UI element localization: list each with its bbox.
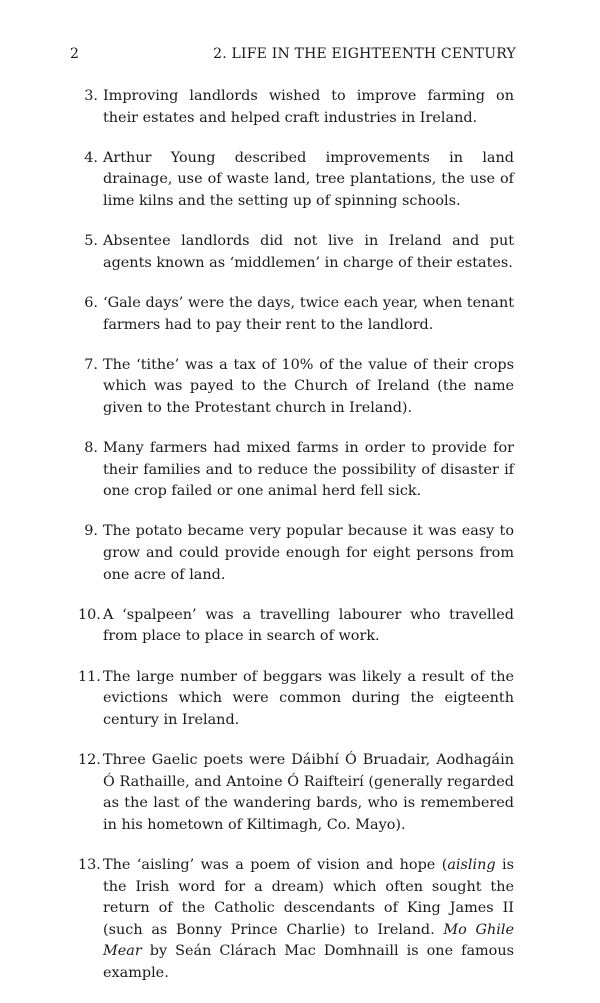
item-text: ‘Gale days’ were the days, twice each year, when tenant farmers had to pay their rent to the landlord.	[103, 294, 514, 333]
list-item	[78, 86, 514, 129]
item-text: The ‘tithe’ was a tax of 10% of the value of their crops which was payed to the Church of Ireland (the name given to the Protestant church in Ireland).	[103, 356, 514, 416]
item-text: The potato became very popular because it was easy to grow and could provide enough for eight persons from one acre of land.	[103, 523, 514, 583]
item-text: Many farmers had mixed farms in order to provide for their families and to reduce the possibility of disaster if one crop failed or one animal herd fell sick.	[103, 440, 514, 500]
list-item	[78, 438, 514, 503]
numbered-list	[78, 86, 514, 1003]
item-number: 3.	[84, 88, 98, 104]
item-number: 8.	[84, 440, 98, 457]
item-number: 5.	[84, 233, 98, 250]
item-text: Arthur Young described improvements in land drainage, use of waste land, tree plantations, the use of lime kilns and the setting up of spinning schools.	[103, 149, 514, 209]
list-item	[78, 750, 514, 836]
list-item	[78, 355, 514, 420]
italic-term: aisling	[447, 856, 496, 873]
item-number: 4.	[84, 149, 98, 166]
item-text: A ‘spalpeen’ was a travelling labourer who travelled from place to place in search of work.	[103, 606, 514, 645]
chapter-title: 2. LIFE IN THE EIGHTEENTH CENTURY	[213, 46, 516, 62]
item-text: The large number of beggars was likely a result of the evictions which were common during the eigteenth century in Ireland.	[103, 668, 514, 728]
list-item	[78, 667, 514, 732]
item-text: Three Gaelic poets were Dáibhí Ó Bruadair, Aodhagáin Ó Rathaille, and Antoine Ó Raifteirí (generally regarded as the last of the wandering bards, who is remembered in his hometown of Kiltimagh, Co. Mayo).	[103, 752, 514, 833]
page-number: 2	[70, 46, 80, 62]
list-item	[78, 148, 514, 213]
list-item	[78, 855, 514, 985]
list-item	[78, 521, 514, 586]
item-text-part: The ‘aisling’ was a poem of vision and hope (	[103, 856, 448, 873]
list-item	[78, 231, 514, 274]
item-number: 6.	[84, 294, 98, 311]
item-text: Improving landlords wished to improve farming on their estates and helped craft industries in Ireland.	[103, 88, 514, 126]
list-item	[78, 293, 514, 336]
item-text-part: is the Irish word for a dream) which often sought the return of the Catholic descendants of King James II (such as Bonny Prince Charlie) to Ireland.	[103, 856, 514, 938]
item-number: 7.	[84, 356, 98, 373]
item-number: 12.	[78, 752, 101, 768]
list-item	[78, 605, 514, 648]
item-number: 10.	[78, 606, 101, 623]
item-number: 13.	[78, 856, 101, 873]
running-header	[70, 46, 516, 66]
italic-song-title: Mo Ghile Mear	[103, 921, 514, 960]
item-text: Absentee landlords did not live in Ireland and put agents known as ‘middlemen’ in charge of their estates.	[103, 233, 514, 271]
item-text	[103, 855, 514, 985]
item-text-part: by Seán Clárach Mac Domhnaill is one famous example.	[103, 943, 514, 981]
item-number: 9.	[84, 523, 98, 540]
item-number: 11.	[78, 668, 101, 685]
